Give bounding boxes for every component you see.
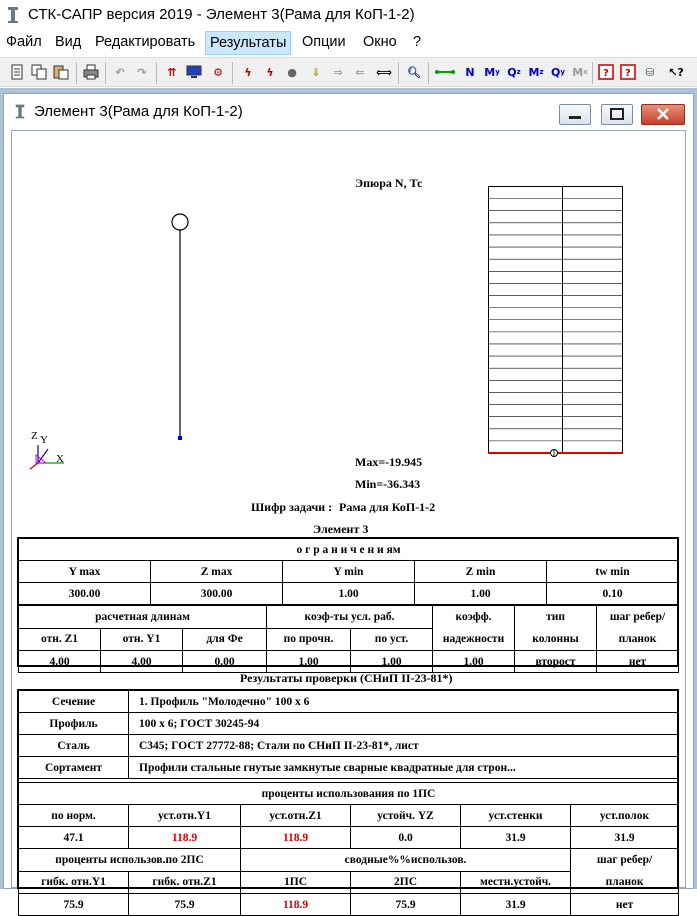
check-label-section: Сечение [19, 691, 129, 713]
copy-icon[interactable] [29, 62, 49, 82]
mz-moment-icon[interactable]: M z [528, 65, 544, 79]
maximize-icon [602, 105, 632, 124]
usage1-col-yz: устойч. YZ [351, 805, 461, 827]
redo-icon[interactable]: ↷ [137, 65, 147, 79]
task-label: Шифр задачи : [251, 500, 333, 514]
check-table [18, 690, 679, 779]
params-sub-stability: по уст. [351, 628, 433, 651]
member-sketch [162, 211, 202, 451]
app-title-bar [0, 0, 697, 31]
check-value-steel: С345; ГОСТ 27772-88; Стали по СНиП II-23-81*, лист [129, 735, 679, 757]
params-col-step: шаг ребер/ планок [597, 606, 679, 651]
limits-block [17, 537, 679, 667]
app-logo-icon [6, 6, 20, 24]
axis-y-label: Y [40, 434, 48, 446]
params-sub-z1: отн. Z1 [19, 628, 101, 651]
usage1-col-flange: уст.полок [571, 805, 679, 827]
menu-window[interactable]: Окно [363, 34, 397, 50]
arrow-left-icon[interactable]: ⇐ [355, 65, 365, 79]
arrow-right-icon[interactable]: ⇒ [333, 65, 343, 79]
force-settings-icon[interactable]: ⚙ [213, 65, 223, 79]
child-window [3, 93, 694, 911]
n-force-icon[interactable]: N [465, 65, 475, 79]
context-help-icon[interactable]: ↖? [668, 65, 684, 79]
check-label-assortment: Сортамент [19, 757, 129, 779]
check-label-profile: Профиль [19, 713, 129, 735]
svg-text:?: ? [603, 68, 609, 79]
limits-val-zmin: 1.00 [415, 583, 547, 605]
params-col-type: тип колонны [515, 606, 597, 651]
child-title-bar [4, 94, 693, 130]
minimize-icon [560, 105, 590, 124]
svg-text:?: ? [625, 68, 631, 79]
paste-icon[interactable] [51, 62, 71, 82]
diagram-client-area [11, 130, 686, 911]
check-title: Результаты проверки (СНиП II-23-81*) [240, 671, 453, 685]
usage1-col-norm: по норм. [19, 805, 129, 827]
params-val-stability: 1.00 [351, 651, 433, 673]
close-button[interactable] [641, 104, 685, 125]
usage2-val-flex-y1: 75.9 [19, 894, 129, 916]
usage2-val-1ps: 118.9 [241, 894, 351, 916]
usage1-val-yz: 0.0 [351, 827, 461, 849]
params-val-z1: 4.00 [19, 651, 101, 673]
child-title: Элемент 3(Рама для КоП-1-2) [34, 103, 243, 120]
mx-moment-icon[interactable]: M x [572, 65, 588, 79]
check-block [17, 689, 679, 911]
print-icon[interactable] [81, 62, 101, 82]
usage2-table [18, 848, 679, 916]
close-icon [642, 105, 684, 124]
force2-icon[interactable]: ϟ [266, 65, 274, 79]
new-document-icon[interactable] [7, 62, 27, 82]
params-val-type: второст [515, 651, 597, 673]
usage2-col-local: местн.устойч. [461, 871, 571, 894]
usage2-group-2ps: проценты использов.по 2ПС [19, 849, 241, 872]
element-title: Элемент 3 [313, 522, 369, 536]
usage1-col-web: уст.стенки [461, 805, 571, 827]
check-value-assortment: Профили стальные гнутые замкнутые сварные квадратные для строн... [129, 757, 679, 779]
limits-col-zmin: Z min [415, 561, 547, 583]
limits-header: о г р а н и ч е н и ям [19, 539, 679, 561]
params-col-reliability: коэфф. надежности [433, 606, 515, 651]
qy-force-icon[interactable]: Q y [551, 65, 565, 79]
usage1-val-y1: 118.9 [129, 827, 241, 849]
limits-val-twmin: 0.10 [547, 583, 679, 605]
params-sub-y1: отн. Y1 [101, 628, 183, 651]
toolbar [0, 57, 697, 87]
line-icon[interactable] [434, 62, 456, 82]
params-val-strength: 1.00 [267, 651, 351, 673]
menu-options[interactable]: Опции [302, 34, 346, 50]
params-group-length: расчетная длинам [19, 606, 267, 629]
limits-col-zmax: Z max [151, 561, 283, 583]
usage2-col-2ps: 2ПС [351, 871, 461, 894]
check-value-section: 1. Профиль "Молодечно" 100 x 6 [129, 691, 679, 713]
my-moment-icon[interactable]: M y [484, 65, 500, 79]
load-icon[interactable]: ⇈ [167, 65, 177, 79]
limits-val-zmax: 300.00 [151, 583, 283, 605]
epure-title: Эпюра N, Тс [355, 176, 423, 190]
usage2-col-flex-y1: гибк. отн.Y1 [19, 871, 129, 894]
params-val-y1: 4.00 [101, 651, 183, 673]
epure-max: Max=-19.945 [355, 455, 423, 469]
limits-col-twmin: tw min [547, 561, 679, 583]
check-label-steel: Сталь [19, 735, 129, 757]
check-value-profile: 100 x 6; ГОСТ 30245-94 [129, 713, 679, 735]
monitor-icon[interactable] [184, 62, 204, 82]
undo-icon[interactable]: ↶ [115, 65, 125, 79]
usage1-val-z1: 118.9 [241, 827, 351, 849]
measure-icon[interactable]: ⟺ [376, 65, 392, 79]
usage2-group-summary: сводные%%использов. [241, 849, 571, 872]
limits-col-ymin: Y min [283, 561, 415, 583]
usage1-col-y1: уст.отн.Y1 [129, 805, 241, 827]
axis-z-label: Z [31, 430, 38, 442]
params-val-step: нет [597, 651, 679, 673]
task-value: Рама для КоП-1-2 [339, 500, 436, 514]
limits-val-ymin: 1.00 [283, 583, 415, 605]
minimize-button[interactable] [559, 104, 591, 125]
menu-edit[interactable]: Редактировать [95, 34, 196, 50]
database-icon[interactable]: ⛁ [645, 65, 655, 79]
usage2-val-step: нет [571, 894, 679, 916]
force-icon[interactable]: ϟ [244, 65, 252, 79]
help-book-icon[interactable] [596, 62, 616, 82]
usage1-col-z1: уст.отн.Z1 [241, 805, 351, 827]
menu-view[interactable]: Вид [55, 34, 82, 50]
usage1-table [18, 782, 679, 849]
params-sub-strength: по прочн. [267, 628, 351, 651]
qz-force-icon[interactable]: Q z [507, 65, 521, 79]
usage1-val-web: 31.9 [461, 827, 571, 849]
menu-bar [0, 31, 697, 55]
menu-help[interactable]: ? [413, 34, 422, 50]
usage2-val-flex-z1: 75.9 [129, 894, 241, 916]
download-icon[interactable]: ⇓ [311, 65, 321, 79]
help-book2-icon[interactable] [618, 62, 638, 82]
limits-table [18, 538, 679, 605]
limits-col-ymax: Y max [19, 561, 151, 583]
usage2-col-1ps: 1ПС [241, 871, 351, 894]
axis-x-label: X [56, 453, 64, 465]
params-val-reliability: 1.00 [433, 651, 515, 673]
menu-file[interactable]: Файл [6, 34, 42, 50]
params-group-coef: коэф-ты усл. раб. [267, 606, 433, 629]
epure-diagram [488, 186, 628, 464]
usage1-title: проценты использования по 1ПС [19, 783, 679, 805]
zoom-icon[interactable]: 🔍︎ [407, 65, 421, 79]
params-sub-fe: для Фе [183, 628, 267, 651]
child-logo-icon [14, 103, 26, 120]
params-table [18, 605, 679, 673]
usage1-val-flange: 31.9 [571, 827, 679, 849]
usage2-col-flex-z1: гибк. отн.Z1 [129, 871, 241, 894]
maximize-button[interactable] [601, 104, 633, 125]
usage2-col-step: шаг ребер/ планок [571, 849, 679, 894]
params-val-fe: 0.00 [183, 651, 267, 673]
sphere-icon[interactable]: ● [287, 65, 297, 79]
app-title: СТК-САПР версия 2019 - Элемент 3(Рама для КоП-1-2) [28, 6, 415, 23]
menu-results[interactable]: Результаты [205, 31, 291, 55]
epure-min: Min=-36.343 [355, 477, 421, 491]
usage2-val-local: 31.9 [461, 894, 571, 916]
usage2-val-2ps: 75.9 [351, 894, 461, 916]
usage1-val-norm: 47.1 [19, 827, 129, 849]
limits-val-ymax: 300.00 [19, 583, 151, 605]
